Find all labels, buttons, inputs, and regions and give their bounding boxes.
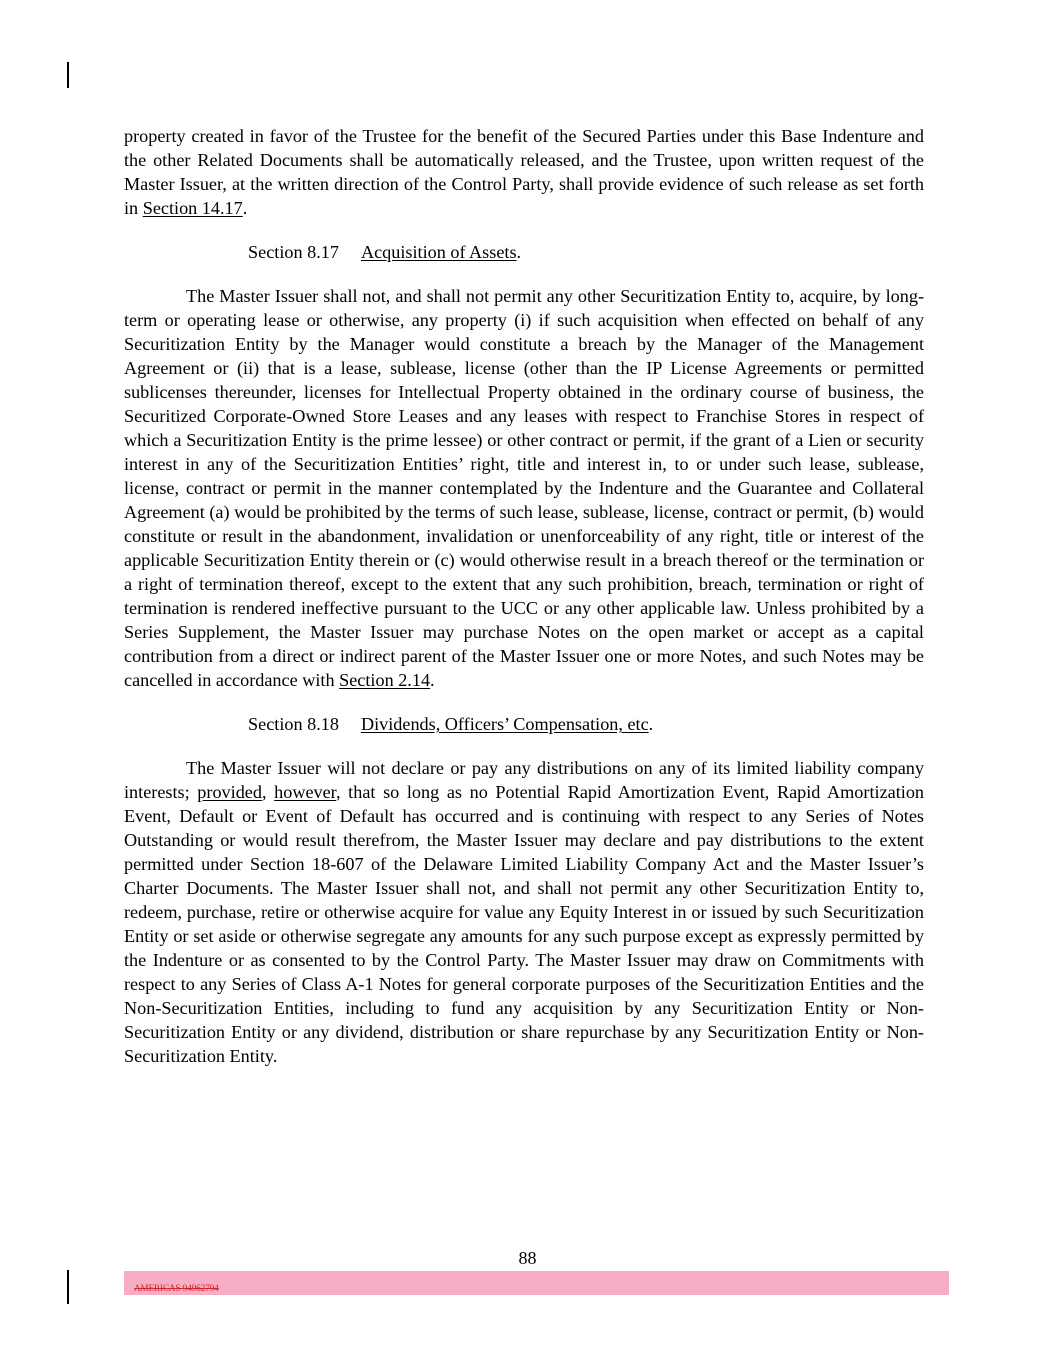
section-8-17-body: The Master Issuer shall not, and shall not permit any other Securitization Entity to, acquire, by long-term or operating lease or otherwise, any property (i) if such acquisition when effected on behalf of any Securitization Entity by the Manager would constitute a breach by the Manager of the Management Agreement or (ii) that is a lease, sublease, license (other than the IP License Agreements or permitted sublicenses thereunder, licenses for Intellectual Property obtained in the ordinary course of business, the Securitized Corporate-Owned Store Leases and any leases with respect to Franchise Stores in respect of which a Securitization Entity is the prime lessee) or other contract or permit, if the grant of a Lien or security interest in any of the Securitization Entities’ right, title and interest in, to or under such lease, sublease, license, contract or permit in the manner contemplated by the Indenture and the Guarantee and Collateral Agreement (a) would be prohibited by the terms of such lease, sublease, license, contract or permit, (b) would constitute or result in the abandonment, invalidation or unenforceability of any right, title or interest of the applicable Securitization Entity therein or (c) would otherwise result in a breach thereof or the termination or a right of termination thereof, except to the extent that any such prohibition, breach, termination or right of termination is rendered ineffective pursuant to the UCC or any other applicable law. Unless prohibited by a Series Supplement, the Master Issuer may purchase Notes on the open market or accept as a capital contribution from a direct or indirect parent of the Master Issuer one or more Notes, and such Notes may be cancelled in accordance with Section 2.14. <box>124 286 924 690</box>
page-number: 88 <box>518 1248 537 1268</box>
section-title: Dividends, Officers’ Compensation, etc <box>360 714 649 734</box>
paragraph-text: , that so long as no Potential Rapid Amortization Event, Rapid Amortization Event, Default or Event of Default has occurred and is continuing with respect to any Series of Notes Outstanding or would result therefrom, the Master Issuer may declare and pay distributions to the extent permitted under Section 18-607 of the Delaware Limited Liability Company Act and the Master Issuer’s Charter Documents. The Master Issuer shall not, and shall not permit any other Securitization Entity to, redeem, purchase, retire or otherwise acquire for value any Equity Interest in or issued by such Securitization Entity or set aside or otherwise segregate any amounts for any such purpose except as expressly permitted by the Indenture or as consented to by the Control Party. The Master Issuer may draw on Commitments with respect to any Series of Class A-1 Notes for general corporate purposes of the Securitization Entities and the Non-Securitization Entities, including to fund any acquisition by any Securitization Entity or Non-Securitization Entity or any dividend, distribution or share repurchase by any Securitization Entity or Non-Securitization Entity. <box>124 782 925 1066</box>
revision-bar-bottom <box>67 1270 69 1304</box>
paragraph-text: The Master Issuer shall not, and shall not permit any other Securitization Entity to, acquire, by long-term or operating lease or otherwise, any property (i) if such acquisition when effected on behalf of any Securitization Entity by the Manager would constitute a breach by the Manager of the Management Agreement or (ii) that is a lease, sublease, license (other than the IP License Agreements or permitted sublicenses thereunder, licenses for Intellectual Property obtained in the ordinary course of business, the Securitized Corporate-Owned Store Leases and any leases with respect to Franchise Stores in respect of which a Securitization Entity is the prime lessee) or other contract or permit, if the grant of a Lien or security interest in any of the Securitization Entities’ right, title and interest in, to or under such lease, sublease, license, contract or permit in the manner contemplated by the Indenture and the Guarantee and Collateral Agreement (a) would be prohibited by the terms of such lease, sublease, license, contract or permit, (b) would constitute or result in the abandonment, invalidation or unenforceability of any right, title or interest of the applicable Securitization Entity therein or (c) would otherwise result in a breach thereof or the termination or a right of termination thereof, except to the extent that any such prohibition, breach, termination or right of termination is rendered ineffective pursuant to the UCC or any other applicable law. Unless prohibited by a Series Supplement, the Master Issuer may purchase Notes on the open market or accept as a capital contribution from a direct or indirect parent of the Master Issuer one or more Notes, and such Notes may be cancelled in accordance with <box>124 286 924 690</box>
section-reference-link[interactable]: Section 14.17 <box>142 198 243 218</box>
paragraph-continuation: property created in favor of the Trustee for the benefit of the Secured Parties under this Base Indenture and the other Related Documents shall be automatically released, and the Trustee, upon written request of the Master Issuer, at the written direction of the Control Party, shall provide evidence of such release as set forth in Section 14.17. <box>124 126 924 218</box>
document-page <box>124 124 924 1068</box>
section-8-17-heading: Section 8.17 Acquisition of Assets. <box>248 242 522 262</box>
provided-term: provided <box>197 782 262 802</box>
section-title: Acquisition of Assets <box>360 242 517 262</box>
document-id: AMERICAS 94962794 <box>134 1283 219 1293</box>
however-term: however <box>274 782 337 802</box>
section-number: Section 8.17 <box>248 242 339 262</box>
footer-bar <box>124 1271 949 1295</box>
section-8-18-body: The Master Issuer will not declare or pay any distributions on any of its limited liability company interests; provided, however, that so long as no Potential Rapid Amortization Event, Rapid Amortization Event, Default or Event of Default has occurred and is continuing with respect to any Series of Notes Outstanding or would result therefrom, the Master Issuer may declare and pay distributions to the extent permitted under Section 18-607 of the Delaware Limited Liability Company Act and the Master Issuer’s Charter Documents. The Master Issuer shall not, and shall not permit any other Securitization Entity to, redeem, purchase, retire or otherwise acquire for value any Equity Interest in or issued by such Securitization Entity or set aside or otherwise segregate any amounts for any such purpose except as expressly permitted by the Indenture or as consented to by the Control Party. The Master Issuer may draw on Commitments with respect to any Series of Class A-1 Notes for general corporate purposes of the Securitization Entities and the Non-Securitization Entities, including to fund any acquisition by any Securitization Entity or Non-Securitization Entity or any dividend, distribution or share repurchase by any Securitization Entity or Non-Securitization Entity. <box>124 758 925 1066</box>
revision-bar-top <box>67 62 69 88</box>
section-reference-link[interactable]: Section 2.14 <box>339 670 431 690</box>
section-number: Section 8.18 <box>248 714 339 734</box>
paragraph-text: property created in favor of the Trustee for the benefit of the Secured Parties under this Base Indenture and the other Related Documents shall be automatically released, and the Trustee, upon written request of the Master Issuer, at the written direction of the Control Party, shall provide evidence of such release as set forth in <box>124 126 924 218</box>
paragraph-text: The Master Issuer will not declare or pay any distributions on any of its limited liability company interests; <box>124 758 924 802</box>
section-8-18-heading: Section 8.18 Dividends, Officers’ Compensation, etc. <box>248 714 654 734</box>
